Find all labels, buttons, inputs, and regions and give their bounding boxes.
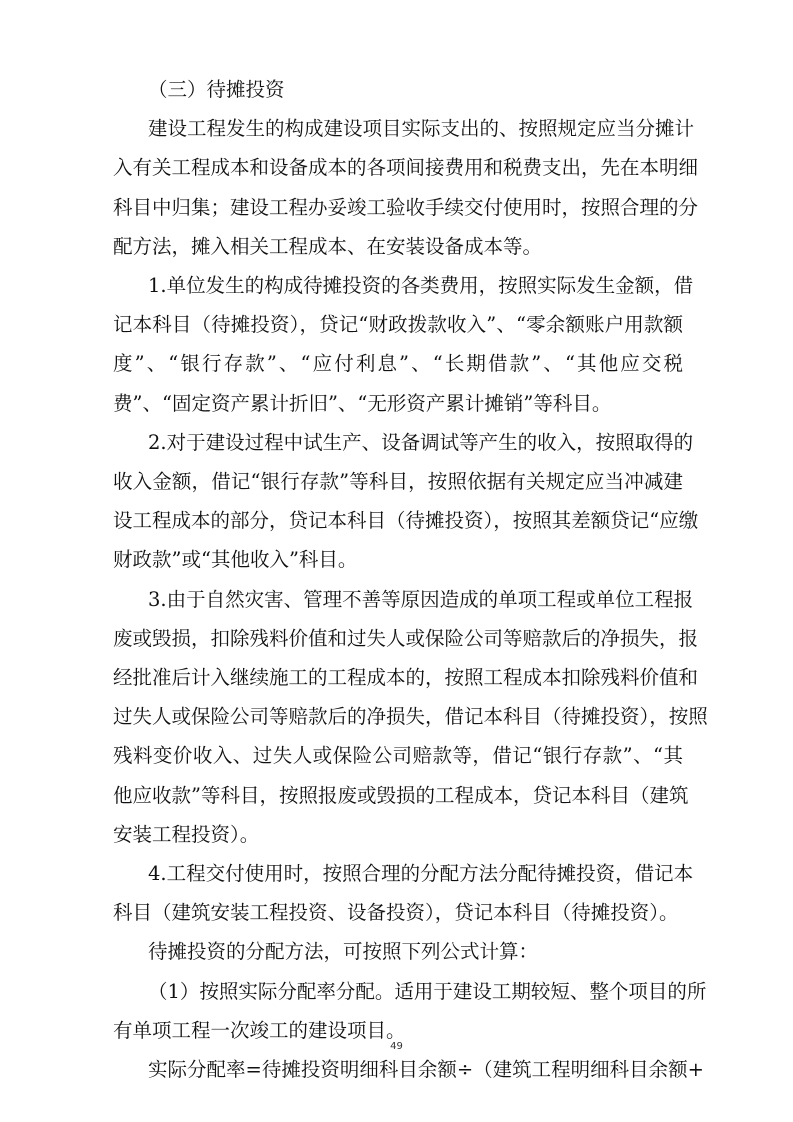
paragraph-line: （1）按照实际分配率分配。适用于建设工期较短、整个项目的所 (148, 979, 707, 1003)
paragraph-line: 记本科目（待摊投资），贷记“财政拨款收入”、“零余额账户用款额 (113, 313, 683, 337)
paragraph-line: 安装工程投资）。 (113, 822, 260, 846)
paragraph-line: 度”、“银行存款”、“应付利息”、“长期借款”、“其他应交税 (113, 352, 683, 376)
paragraph-line: 4.工程交付使用时，按照合理的分配方法分配待摊投资，借记本 (148, 862, 694, 885)
paragraph-line: 2.对于建设过程中试生产、设备调试等产生的收入，按照取得的 (148, 430, 694, 454)
paragraph-line: 建设工程发生的构成建设项目实际支出的、按照规定应当分摊计 (148, 117, 695, 141)
paragraph-line: 他应收款”等科目，按照报废或毁损的工程成本，贷记本科目（建筑 (113, 783, 689, 807)
paragraph-line: 科目中归集；建设工程办妥竣工验收手续交付使用时，按照合理的分 (113, 195, 699, 219)
paragraph-line: 过失人或保险公司等赔款后的净损失，借记本科目（待摊投资），按照 (113, 705, 708, 729)
paragraph-line: 经批准后计入继续施工的工程成本的，按照工程成本扣除残料价值和 (113, 666, 699, 689)
paragraph-line: 实际分配率=待摊投资明细科目余额÷（建筑工程明细科目余额+ (148, 1058, 705, 1081)
paragraph-line: 废或毁损，扣除残料价值和过失人或保险公司等赔款后的净损失，报 (113, 626, 699, 650)
paragraph-line: 待摊投资的分配方法，可按照下列公式计算： (148, 940, 539, 964)
paragraph-line: 配方法，摊入相关工程成本、在安装设备成本等。 (113, 234, 543, 258)
paragraph-line: 设工程成本的部分，贷记本科目（待摊投资），按照其差额贷记“应缴 (113, 509, 699, 533)
paragraph-line: 入有关工程成本和设备成本的各项间接费用和税费支出，先在本明细 (113, 156, 699, 180)
paragraph-line: 3.由于自然灾害、管理不善等原因造成的单项工程或单位工程报 (148, 587, 694, 611)
paragraph-line: 收入金额，借记“银行存款”等科目，按照依据有关规定应当冲减建 (113, 470, 683, 493)
paragraph-line: 1.单位发生的构成待摊投资的各类费用，按照实际发生金额，借 (148, 274, 694, 297)
paragraph-line: 科目（建筑安装工程投资、设备投资），贷记本科目（待摊投资）。 (113, 901, 679, 925)
paragraph-line: 费”、“固定资产累计折旧”、“无形资产累计摊销”等科目。 (113, 391, 612, 415)
paragraph-line: 财政款”或“其他收入”科目。 (113, 548, 358, 572)
page-number: 49 (390, 1041, 403, 1052)
paragraph-line: 有单项工程一次竣工的建设项目。 (113, 1018, 406, 1042)
section-heading: （三）待摊投资 (148, 78, 285, 101)
paragraph-line: 残料变价收入、过失人或保险公司赔款等，借记“银行存款”、“其 (113, 744, 683, 768)
